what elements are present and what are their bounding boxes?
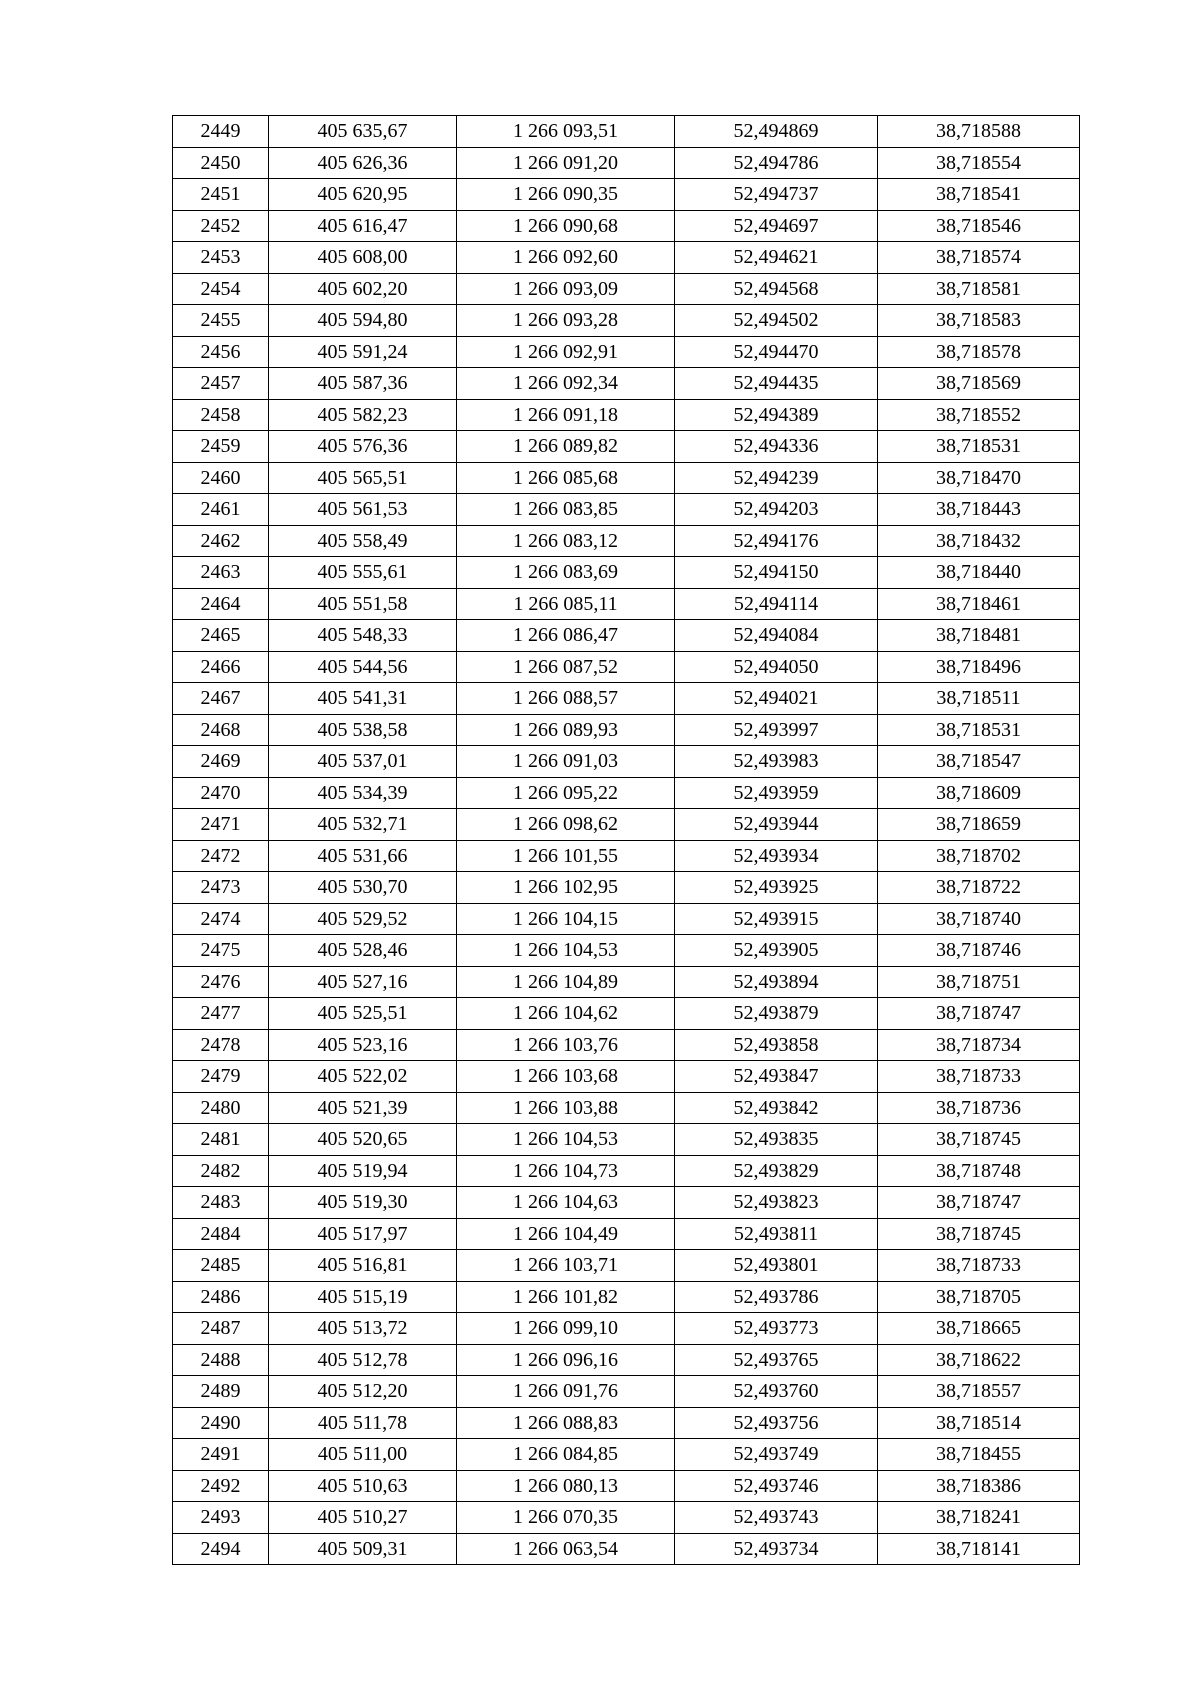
table-row — [173, 714, 1080, 746]
latitude-cell: 52,494568 — [675, 273, 878, 305]
longitude-cell: 38,718747 — [878, 998, 1080, 1030]
x-coordinate-cell: 405 525,51 — [269, 998, 457, 1030]
y-coordinate-cell: 1 266 093,28 — [457, 305, 675, 337]
x-coordinate-cell: 405 529,52 — [269, 903, 457, 935]
point-number-cell: 2473 — [173, 872, 269, 904]
point-number-cell: 2485 — [173, 1250, 269, 1282]
x-coordinate-cell: 405 520,65 — [269, 1124, 457, 1156]
x-coordinate-cell: 405 551,58 — [269, 588, 457, 620]
table-row — [173, 1092, 1080, 1124]
table-row — [173, 1250, 1080, 1282]
table-row — [173, 368, 1080, 400]
latitude-cell: 52,494786 — [675, 147, 878, 179]
latitude-cell: 52,494150 — [675, 557, 878, 589]
latitude-cell: 52,493773 — [675, 1313, 878, 1345]
longitude-cell: 38,718443 — [878, 494, 1080, 526]
point-number-cell: 2469 — [173, 746, 269, 778]
x-coordinate-cell: 405 511,00 — [269, 1439, 457, 1471]
latitude-cell: 52,493743 — [675, 1502, 878, 1534]
latitude-cell: 52,493959 — [675, 777, 878, 809]
longitude-cell: 38,718470 — [878, 462, 1080, 494]
x-coordinate-cell: 405 541,31 — [269, 683, 457, 715]
latitude-cell: 52,493760 — [675, 1376, 878, 1408]
y-coordinate-cell: 1 266 085,11 — [457, 588, 675, 620]
latitude-cell: 52,493934 — [675, 840, 878, 872]
longitude-cell: 38,718569 — [878, 368, 1080, 400]
y-coordinate-cell: 1 266 091,76 — [457, 1376, 675, 1408]
table-row — [173, 494, 1080, 526]
longitude-cell: 38,718609 — [878, 777, 1080, 809]
longitude-cell: 38,718659 — [878, 809, 1080, 841]
x-coordinate-cell: 405 591,24 — [269, 336, 457, 368]
table-row — [173, 1155, 1080, 1187]
latitude-cell: 52,494203 — [675, 494, 878, 526]
y-coordinate-cell: 1 266 104,15 — [457, 903, 675, 935]
latitude-cell: 52,494336 — [675, 431, 878, 463]
longitude-cell: 38,718665 — [878, 1313, 1080, 1345]
coordinates-table-body — [173, 116, 1080, 1565]
y-coordinate-cell: 1 266 095,22 — [457, 777, 675, 809]
y-coordinate-cell: 1 266 104,63 — [457, 1187, 675, 1219]
y-coordinate-cell: 1 266 103,76 — [457, 1029, 675, 1061]
latitude-cell: 52,493749 — [675, 1439, 878, 1471]
latitude-cell: 52,494176 — [675, 525, 878, 557]
x-coordinate-cell: 405 548,33 — [269, 620, 457, 652]
point-number-cell: 2491 — [173, 1439, 269, 1471]
longitude-cell: 38,718496 — [878, 651, 1080, 683]
latitude-cell: 52,493847 — [675, 1061, 878, 1093]
latitude-cell: 52,494389 — [675, 399, 878, 431]
table-row — [173, 242, 1080, 274]
point-number-cell: 2483 — [173, 1187, 269, 1219]
longitude-cell: 38,718705 — [878, 1281, 1080, 1313]
point-number-cell: 2455 — [173, 305, 269, 337]
table-row — [173, 273, 1080, 305]
latitude-cell: 52,493786 — [675, 1281, 878, 1313]
x-coordinate-cell: 405 620,95 — [269, 179, 457, 211]
x-coordinate-cell: 405 594,80 — [269, 305, 457, 337]
y-coordinate-cell: 1 266 091,18 — [457, 399, 675, 431]
x-coordinate-cell: 405 532,71 — [269, 809, 457, 841]
table-row — [173, 840, 1080, 872]
table-row — [173, 525, 1080, 557]
latitude-cell: 52,493842 — [675, 1092, 878, 1124]
point-number-cell: 2464 — [173, 588, 269, 620]
table-row — [173, 399, 1080, 431]
y-coordinate-cell: 1 266 086,47 — [457, 620, 675, 652]
point-number-cell: 2477 — [173, 998, 269, 1030]
longitude-cell: 38,718554 — [878, 147, 1080, 179]
table-row — [173, 116, 1080, 148]
y-coordinate-cell: 1 266 091,20 — [457, 147, 675, 179]
point-number-cell: 2471 — [173, 809, 269, 841]
table-row — [173, 336, 1080, 368]
point-number-cell: 2453 — [173, 242, 269, 274]
latitude-cell: 52,493756 — [675, 1407, 878, 1439]
x-coordinate-cell: 405 522,02 — [269, 1061, 457, 1093]
x-coordinate-cell: 405 616,47 — [269, 210, 457, 242]
longitude-cell: 38,718733 — [878, 1061, 1080, 1093]
table-row — [173, 935, 1080, 967]
longitude-cell: 38,718740 — [878, 903, 1080, 935]
longitude-cell: 38,718745 — [878, 1218, 1080, 1250]
y-coordinate-cell: 1 266 088,83 — [457, 1407, 675, 1439]
table-row — [173, 903, 1080, 935]
x-coordinate-cell: 405 516,81 — [269, 1250, 457, 1282]
latitude-cell: 52,493894 — [675, 966, 878, 998]
y-coordinate-cell: 1 266 104,53 — [457, 935, 675, 967]
x-coordinate-cell: 405 608,00 — [269, 242, 457, 274]
table-row — [173, 1061, 1080, 1093]
longitude-cell: 38,718514 — [878, 1407, 1080, 1439]
table-row — [173, 1124, 1080, 1156]
y-coordinate-cell: 1 266 080,13 — [457, 1470, 675, 1502]
y-coordinate-cell: 1 266 092,91 — [457, 336, 675, 368]
y-coordinate-cell: 1 266 104,53 — [457, 1124, 675, 1156]
latitude-cell: 52,494021 — [675, 683, 878, 715]
point-number-cell: 2482 — [173, 1155, 269, 1187]
longitude-cell: 38,718581 — [878, 273, 1080, 305]
table-row — [173, 1533, 1080, 1565]
longitude-cell: 38,718733 — [878, 1250, 1080, 1282]
longitude-cell: 38,718541 — [878, 179, 1080, 211]
latitude-cell: 52,493944 — [675, 809, 878, 841]
point-number-cell: 2470 — [173, 777, 269, 809]
table-row — [173, 147, 1080, 179]
x-coordinate-cell: 405 534,39 — [269, 777, 457, 809]
latitude-cell: 52,493829 — [675, 1155, 878, 1187]
table-row — [173, 1313, 1080, 1345]
table-row — [173, 651, 1080, 683]
point-number-cell: 2454 — [173, 273, 269, 305]
longitude-cell: 38,718141 — [878, 1533, 1080, 1565]
point-number-cell: 2449 — [173, 116, 269, 148]
longitude-cell: 38,718574 — [878, 242, 1080, 274]
latitude-cell: 52,494502 — [675, 305, 878, 337]
latitude-cell: 52,493746 — [675, 1470, 878, 1502]
y-coordinate-cell: 1 266 083,85 — [457, 494, 675, 526]
y-coordinate-cell: 1 266 102,95 — [457, 872, 675, 904]
x-coordinate-cell: 405 587,36 — [269, 368, 457, 400]
table-row — [173, 588, 1080, 620]
x-coordinate-cell: 405 512,20 — [269, 1376, 457, 1408]
latitude-cell: 52,494114 — [675, 588, 878, 620]
table-row — [173, 777, 1080, 809]
y-coordinate-cell: 1 266 104,73 — [457, 1155, 675, 1187]
y-coordinate-cell: 1 266 083,69 — [457, 557, 675, 589]
x-coordinate-cell: 405 530,70 — [269, 872, 457, 904]
x-coordinate-cell: 405 519,30 — [269, 1187, 457, 1219]
longitude-cell: 38,718746 — [878, 935, 1080, 967]
y-coordinate-cell: 1 266 104,49 — [457, 1218, 675, 1250]
point-number-cell: 2494 — [173, 1533, 269, 1565]
x-coordinate-cell: 405 517,97 — [269, 1218, 457, 1250]
table-row — [173, 1187, 1080, 1219]
x-coordinate-cell: 405 515,19 — [269, 1281, 457, 1313]
point-number-cell: 2450 — [173, 147, 269, 179]
point-number-cell: 2465 — [173, 620, 269, 652]
longitude-cell: 38,718702 — [878, 840, 1080, 872]
latitude-cell: 52,494869 — [675, 116, 878, 148]
y-coordinate-cell: 1 266 103,71 — [457, 1250, 675, 1282]
latitude-cell: 52,494050 — [675, 651, 878, 683]
x-coordinate-cell: 405 528,46 — [269, 935, 457, 967]
y-coordinate-cell: 1 266 083,12 — [457, 525, 675, 557]
longitude-cell: 38,718745 — [878, 1124, 1080, 1156]
table-row — [173, 431, 1080, 463]
longitude-cell: 38,718734 — [878, 1029, 1080, 1061]
x-coordinate-cell: 405 527,16 — [269, 966, 457, 998]
x-coordinate-cell: 405 565,51 — [269, 462, 457, 494]
point-number-cell: 2476 — [173, 966, 269, 998]
point-number-cell: 2468 — [173, 714, 269, 746]
x-coordinate-cell: 405 576,36 — [269, 431, 457, 463]
y-coordinate-cell: 1 266 101,55 — [457, 840, 675, 872]
y-coordinate-cell: 1 266 088,57 — [457, 683, 675, 715]
y-coordinate-cell: 1 266 092,60 — [457, 242, 675, 274]
point-number-cell: 2463 — [173, 557, 269, 589]
table-row — [173, 179, 1080, 211]
point-number-cell: 2486 — [173, 1281, 269, 1313]
point-number-cell: 2492 — [173, 1470, 269, 1502]
point-number-cell: 2489 — [173, 1376, 269, 1408]
table-row — [173, 1439, 1080, 1471]
point-number-cell: 2472 — [173, 840, 269, 872]
point-number-cell: 2480 — [173, 1092, 269, 1124]
point-number-cell: 2479 — [173, 1061, 269, 1093]
latitude-cell: 52,493905 — [675, 935, 878, 967]
x-coordinate-cell: 405 582,23 — [269, 399, 457, 431]
longitude-cell: 38,718736 — [878, 1092, 1080, 1124]
table-row — [173, 683, 1080, 715]
y-coordinate-cell: 1 266 099,10 — [457, 1313, 675, 1345]
point-number-cell: 2462 — [173, 525, 269, 557]
x-coordinate-cell: 405 511,78 — [269, 1407, 457, 1439]
table-row — [173, 1407, 1080, 1439]
x-coordinate-cell: 405 561,53 — [269, 494, 457, 526]
y-coordinate-cell: 1 266 063,54 — [457, 1533, 675, 1565]
table-row — [173, 1218, 1080, 1250]
longitude-cell: 38,718748 — [878, 1155, 1080, 1187]
longitude-cell: 38,718531 — [878, 431, 1080, 463]
x-coordinate-cell: 405 523,16 — [269, 1029, 457, 1061]
x-coordinate-cell: 405 521,39 — [269, 1092, 457, 1124]
latitude-cell: 52,493879 — [675, 998, 878, 1030]
longitude-cell: 38,718461 — [878, 588, 1080, 620]
point-number-cell: 2474 — [173, 903, 269, 935]
point-number-cell: 2459 — [173, 431, 269, 463]
longitude-cell: 38,718552 — [878, 399, 1080, 431]
table-row — [173, 809, 1080, 841]
x-coordinate-cell: 405 510,63 — [269, 1470, 457, 1502]
x-coordinate-cell: 405 538,58 — [269, 714, 457, 746]
table-row — [173, 620, 1080, 652]
longitude-cell: 38,718241 — [878, 1502, 1080, 1534]
point-number-cell: 2466 — [173, 651, 269, 683]
table-row — [173, 1502, 1080, 1534]
latitude-cell: 52,493765 — [675, 1344, 878, 1376]
x-coordinate-cell: 405 555,61 — [269, 557, 457, 589]
point-number-cell: 2478 — [173, 1029, 269, 1061]
point-number-cell: 2461 — [173, 494, 269, 526]
x-coordinate-cell: 405 512,78 — [269, 1344, 457, 1376]
latitude-cell: 52,494470 — [675, 336, 878, 368]
point-number-cell: 2484 — [173, 1218, 269, 1250]
latitude-cell: 52,493997 — [675, 714, 878, 746]
x-coordinate-cell: 405 537,01 — [269, 746, 457, 778]
y-coordinate-cell: 1 266 093,51 — [457, 116, 675, 148]
longitude-cell: 38,718546 — [878, 210, 1080, 242]
latitude-cell: 52,493858 — [675, 1029, 878, 1061]
point-number-cell: 2456 — [173, 336, 269, 368]
y-coordinate-cell: 1 266 093,09 — [457, 273, 675, 305]
latitude-cell: 52,494697 — [675, 210, 878, 242]
longitude-cell: 38,718511 — [878, 683, 1080, 715]
latitude-cell: 52,494435 — [675, 368, 878, 400]
y-coordinate-cell: 1 266 085,68 — [457, 462, 675, 494]
y-coordinate-cell: 1 266 098,62 — [457, 809, 675, 841]
table-row — [173, 1344, 1080, 1376]
longitude-cell: 38,718622 — [878, 1344, 1080, 1376]
y-coordinate-cell: 1 266 087,52 — [457, 651, 675, 683]
y-coordinate-cell: 1 266 090,35 — [457, 179, 675, 211]
table-row — [173, 1281, 1080, 1313]
longitude-cell: 38,718531 — [878, 714, 1080, 746]
table-row — [173, 966, 1080, 998]
point-number-cell: 2451 — [173, 179, 269, 211]
x-coordinate-cell: 405 510,27 — [269, 1502, 457, 1534]
y-coordinate-cell: 1 266 089,93 — [457, 714, 675, 746]
point-number-cell: 2487 — [173, 1313, 269, 1345]
longitude-cell: 38,718432 — [878, 525, 1080, 557]
y-coordinate-cell: 1 266 101,82 — [457, 1281, 675, 1313]
table-row — [173, 462, 1080, 494]
longitude-cell: 38,718588 — [878, 116, 1080, 148]
latitude-cell: 52,493915 — [675, 903, 878, 935]
latitude-cell: 52,494621 — [675, 242, 878, 274]
point-number-cell: 2467 — [173, 683, 269, 715]
x-coordinate-cell: 405 544,56 — [269, 651, 457, 683]
point-number-cell: 2490 — [173, 1407, 269, 1439]
longitude-cell: 38,718583 — [878, 305, 1080, 337]
point-number-cell: 2493 — [173, 1502, 269, 1534]
longitude-cell: 38,718747 — [878, 1187, 1080, 1219]
point-number-cell: 2481 — [173, 1124, 269, 1156]
y-coordinate-cell: 1 266 070,35 — [457, 1502, 675, 1534]
longitude-cell: 38,718722 — [878, 872, 1080, 904]
x-coordinate-cell: 405 626,36 — [269, 147, 457, 179]
x-coordinate-cell: 405 509,31 — [269, 1533, 457, 1565]
x-coordinate-cell: 405 602,20 — [269, 273, 457, 305]
point-number-cell: 2458 — [173, 399, 269, 431]
y-coordinate-cell: 1 266 103,68 — [457, 1061, 675, 1093]
longitude-cell: 38,718547 — [878, 746, 1080, 778]
table-row — [173, 872, 1080, 904]
point-number-cell: 2460 — [173, 462, 269, 494]
table-row — [173, 998, 1080, 1030]
table-row — [173, 305, 1080, 337]
longitude-cell: 38,718481 — [878, 620, 1080, 652]
longitude-cell: 38,718557 — [878, 1376, 1080, 1408]
latitude-cell: 52,493823 — [675, 1187, 878, 1219]
latitude-cell: 52,493983 — [675, 746, 878, 778]
latitude-cell: 52,494239 — [675, 462, 878, 494]
longitude-cell: 38,718578 — [878, 336, 1080, 368]
point-number-cell: 2452 — [173, 210, 269, 242]
y-coordinate-cell: 1 266 084,85 — [457, 1439, 675, 1471]
longitude-cell: 38,718440 — [878, 557, 1080, 589]
x-coordinate-cell: 405 635,67 — [269, 116, 457, 148]
longitude-cell: 38,718751 — [878, 966, 1080, 998]
y-coordinate-cell: 1 266 092,34 — [457, 368, 675, 400]
x-coordinate-cell: 405 513,72 — [269, 1313, 457, 1345]
point-number-cell: 2457 — [173, 368, 269, 400]
table-row — [173, 1470, 1080, 1502]
y-coordinate-cell: 1 266 096,16 — [457, 1344, 675, 1376]
latitude-cell: 52,493801 — [675, 1250, 878, 1282]
x-coordinate-cell: 405 531,66 — [269, 840, 457, 872]
latitude-cell: 52,493811 — [675, 1218, 878, 1250]
x-coordinate-cell: 405 558,49 — [269, 525, 457, 557]
y-coordinate-cell: 1 266 091,03 — [457, 746, 675, 778]
coordinates-table — [172, 115, 1080, 1565]
table-row — [173, 210, 1080, 242]
y-coordinate-cell: 1 266 089,82 — [457, 431, 675, 463]
y-coordinate-cell: 1 266 104,89 — [457, 966, 675, 998]
y-coordinate-cell: 1 266 104,62 — [457, 998, 675, 1030]
point-number-cell: 2475 — [173, 935, 269, 967]
x-coordinate-cell: 405 519,94 — [269, 1155, 457, 1187]
latitude-cell: 52,493835 — [675, 1124, 878, 1156]
table-row — [173, 746, 1080, 778]
latitude-cell: 52,494737 — [675, 179, 878, 211]
latitude-cell: 52,493734 — [675, 1533, 878, 1565]
latitude-cell: 52,494084 — [675, 620, 878, 652]
table-row — [173, 1376, 1080, 1408]
y-coordinate-cell: 1 266 090,68 — [457, 210, 675, 242]
latitude-cell: 52,493925 — [675, 872, 878, 904]
table-row — [173, 557, 1080, 589]
table-row — [173, 1029, 1080, 1061]
longitude-cell: 38,718386 — [878, 1470, 1080, 1502]
y-coordinate-cell: 1 266 103,88 — [457, 1092, 675, 1124]
point-number-cell: 2488 — [173, 1344, 269, 1376]
longitude-cell: 38,718455 — [878, 1439, 1080, 1471]
